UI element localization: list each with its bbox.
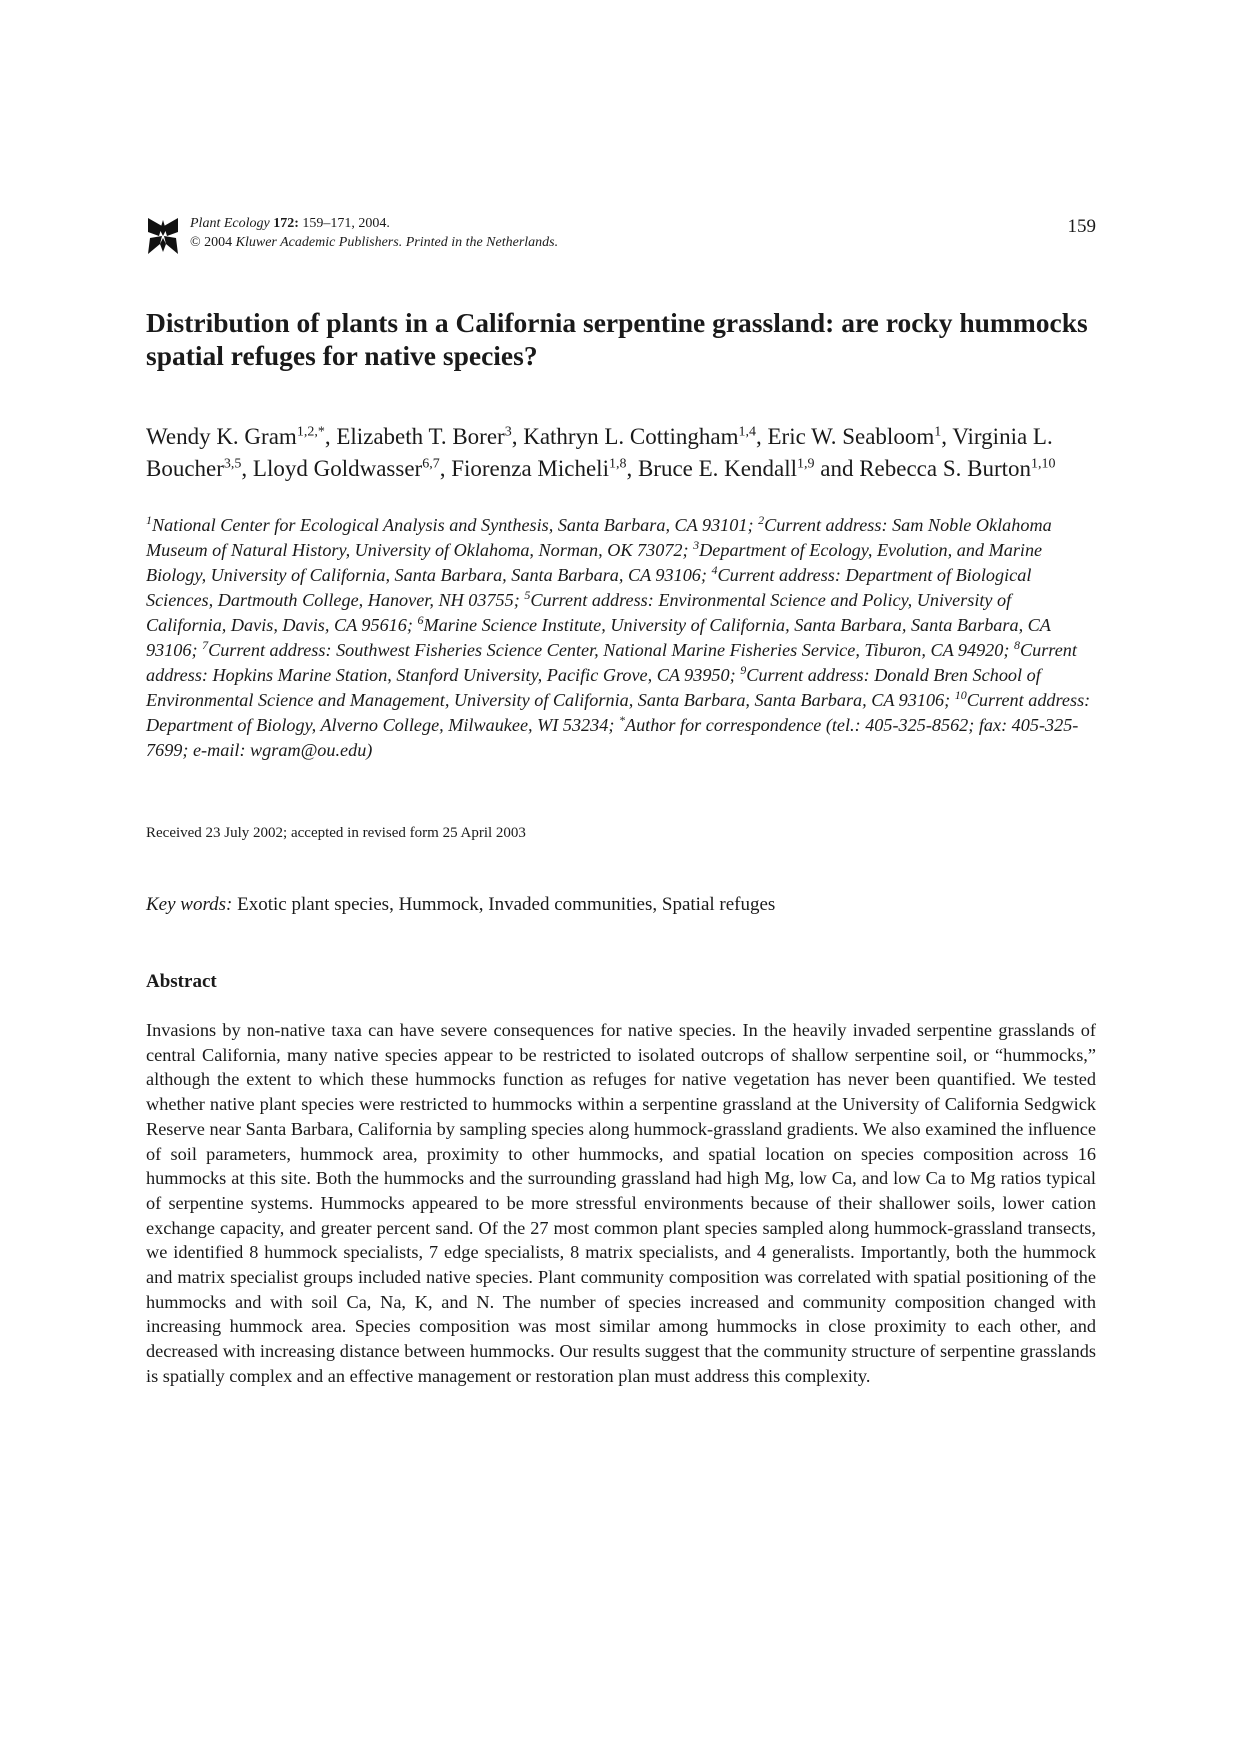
affiliation-text: Current address: Southwest Fisheries Science Center, National Marine Fisheries Service, Tiburon, CA 94920; xyxy=(208,640,1014,660)
abstract-text: Invasions by non-native taxa can have severe consequences for native species. In the heavily invaded serpentine grasslands of central California, many native species appear to be restricted to isolated outcrops of shallow serpentine soil, or “hummocks,” although the extent to which these hummocks function as refuges for native vegetation has never been quantified. We tested whether native plant species were restricted to hummocks within a serpentine grassland at the University of California Sedgwick Reserve near Santa Barbara, California by sampling species along hummock-grassland gradients. We also examined the influence of soil parameters, hummock area, proximity to other hummocks, and spatial location on species composition across 16 hummocks at this site. Both the hummocks and the surrounding grassland had high Mg, low Ca, and low Ca to Mg ratios typical of serpentine systems. Hummocks appeared to be more stressful environments because of their shallower soils, lower cation exchange capacity, and greater percent sand. Of the 27 most common plant species sampled along hummock-grassland transects, we identified 8 hummock specialists, 7 edge specialists, 8 matrix specialists, and 4 generalists. Importantly, both the hummock and matrix specialist groups included native species. Plant community composition was correlated with spatial positioning of the hummocks and with soil Ca, Na, K, and N. The number of species increased and community composition changed with increasing hummock area. Species composition was most similar among hummocks in close proximity to each other, and decreased with increasing distance between hummocks. Our results suggest that the community structure of serpentine grasslands is spatially complex and an effective management or restoration plan must address this complexity. xyxy=(146,1020,1096,1386)
affiliation-text: Marine Science Institute, University of California, Santa Barbara, Santa Barbara, CA 93106; xyxy=(146,615,1051,660)
author-affiliation-marker: 6,7 xyxy=(422,456,440,472)
author-name: Bruce E. Kendall xyxy=(637,456,797,481)
author-affiliation-marker: 1,4 xyxy=(738,424,756,440)
author-affiliation-marker: 1,8 xyxy=(608,456,627,472)
affiliation-text: Current address: Donald Bren School of Environmental Science and Management, University of California, Santa Barbara, Santa Barbara, CA 93106; xyxy=(146,665,1041,710)
author-name: Kathryn L. Cottingham xyxy=(523,424,739,449)
copyright: © 2004 xyxy=(190,235,236,250)
affiliation-marker: 9 xyxy=(740,662,747,677)
publisher-logo-icon xyxy=(146,216,180,256)
author-name: Wendy K. Gram xyxy=(146,424,297,449)
author-separator: , xyxy=(241,456,253,481)
affiliation-marker: 7 xyxy=(202,637,209,652)
abstract-heading: Abstract xyxy=(146,971,217,992)
affiliation-text: Current address: Sam Noble Oklahoma Museum of Natural History, University of Oklahoma, Norman, OK 73072; xyxy=(146,515,1052,560)
author-name: Virginia L. Boucher xyxy=(146,424,1053,481)
author-affiliation-marker: 3 xyxy=(504,424,512,440)
affiliation-marker: 5 xyxy=(524,587,531,602)
journal-line-1 xyxy=(190,214,558,233)
journal-name: Plant Ecology xyxy=(190,216,270,231)
author-name: Elizabeth T. Borer xyxy=(336,424,505,449)
author-separator: , xyxy=(324,424,337,449)
author-separator: , xyxy=(439,456,452,481)
journal-line-2 xyxy=(190,233,558,252)
affiliation-text: Current address: Hopkins Marine Station, Stanford University, Pacific Grove, CA 93950; xyxy=(146,640,1077,685)
author-name: Fiorenza Micheli xyxy=(451,456,609,481)
author-affiliation-marker: 1,9 xyxy=(797,456,815,472)
affiliation-marker: 4 xyxy=(711,562,718,577)
author-name: Lloyd Goldwasser xyxy=(252,456,423,481)
affiliation-marker: 3 xyxy=(693,537,700,552)
keywords-label: Key words: xyxy=(146,894,233,915)
affiliation-marker: 2 xyxy=(758,512,765,527)
affiliation-marker: 6 xyxy=(417,612,424,627)
paper-title: Distribution of plants in a California serpentine grassland: are rocky hummocks spatial refuges for native species? xyxy=(146,307,1088,371)
publisher: Kluwer Academic Publishers. Printed in the Netherlands. xyxy=(235,235,559,250)
affiliation-marker: 8 xyxy=(1013,637,1020,652)
affiliation-text: Author for correspondence (tel.: 405-325-8562; fax: 405-325-7699; e-mail: wgram@ou.edu) xyxy=(146,715,1079,760)
affiliation-marker: 10 xyxy=(954,687,967,702)
author-list xyxy=(146,421,1096,485)
affiliation-text: Current address: Department of Biology, Alverno College, Milwaukee, WI 53234; xyxy=(146,690,1091,735)
author-affiliation-marker: 1 xyxy=(934,424,942,440)
author-affiliation-marker: 1,2,* xyxy=(296,424,325,440)
journal-pages-year: 159–171, 2004. xyxy=(298,216,390,231)
affiliation-marker: 1 xyxy=(146,512,152,527)
affiliation-text: Current address: Department of Biological Sciences, Dartmouth College, Hanover, NH 03755; xyxy=(146,565,1032,610)
journal-citation xyxy=(190,214,558,252)
author-name: Eric W. Seabloom xyxy=(767,424,935,449)
author-affiliation-marker: 1,10 xyxy=(1031,456,1056,472)
author-separator: , xyxy=(626,456,638,481)
affiliation-text: National Center for Ecological Analysis and Synthesis, Santa Barbara, CA 93101; xyxy=(152,515,759,535)
keywords xyxy=(146,894,775,916)
journal-volume: 172: xyxy=(273,216,299,231)
author-separator: , xyxy=(511,424,524,449)
journal-header xyxy=(146,214,1096,264)
affiliation-text: Department of Ecology, Evolution, and Marine Biology, University of California, Santa Barbara, Santa Barbara, CA 93106; xyxy=(146,540,1043,585)
author-name: Rebecca S. Burton xyxy=(859,456,1032,481)
author-affiliation-marker: 3,5 xyxy=(223,456,242,472)
author-separator: , xyxy=(941,424,953,449)
author-separator: , xyxy=(755,424,768,449)
page-number: 159 xyxy=(1067,216,1096,237)
author-separator: and xyxy=(814,456,860,481)
affiliation-marker: * xyxy=(618,712,625,727)
affiliation-text: Current address: Environmental Science and Policy, University of California, Davis, Davis, CA 95616; xyxy=(146,590,1012,635)
affiliations xyxy=(146,513,1096,763)
keywords-text: Exotic plant species, Hummock, Invaded communities, Spatial refuges xyxy=(232,894,776,915)
received-dates: Received 23 July 2002; accepted in revised form 25 April 2003 xyxy=(146,825,526,841)
